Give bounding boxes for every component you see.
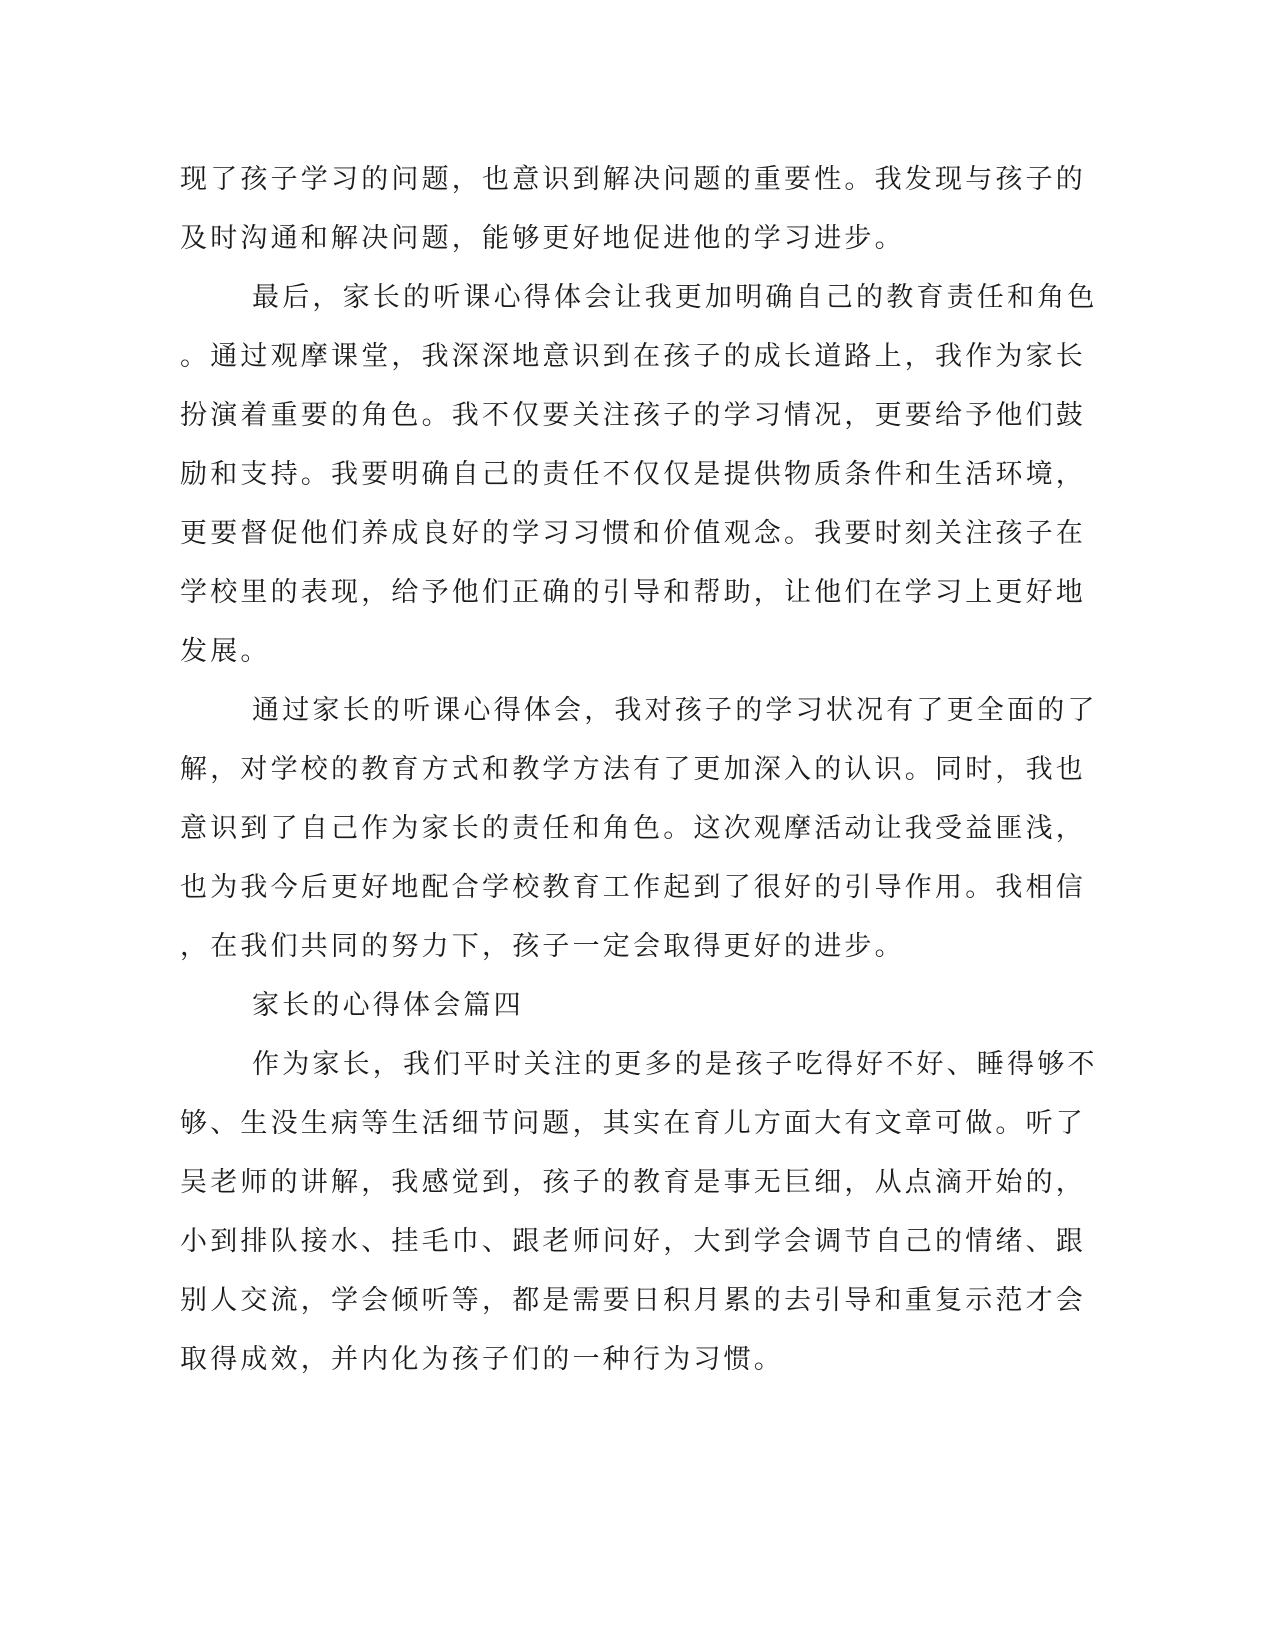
text-line: 别人交流，学会倾听等，都是需要日积月累的去引导和重复示范才会 [180, 1285, 1086, 1316]
text-line: 发展。 [180, 636, 271, 667]
paragraph-start-line: 作为家长，我们平时关注的更多的是孩子吃得好不好、睡得够不 [252, 1049, 1098, 1080]
text-line: 吴老师的讲解，我感觉到，孩子的教育是事无巨细，从点滴开始的， [180, 1167, 1086, 1198]
text-line: 现了孩子学习的问题，也意识到解决问题的重要性。我发现与孩子的 [180, 164, 1086, 195]
text-line: 意识到了自己作为家长的责任和角色。这次观摩活动让我受益匪浅， [180, 813, 1086, 844]
paragraph-start-line: 最后，家长的听课心得体会让我更加明确自己的教育责任和角色 [252, 282, 1098, 313]
paragraph-start-line: 通过家长的听课心得体会，我对孩子的学习状况有了更全面的了 [252, 695, 1098, 726]
text-line: 取得成效，并内化为孩子们的一种行为习惯。 [180, 1344, 784, 1375]
text-line: 励和支持。我要明确自己的责任不仅仅是提供物质条件和生活环境， [180, 459, 1086, 490]
text-line: 。通过观摩课堂，我深深地意识到在孩子的成长道路上，我作为家长 [180, 341, 1086, 372]
section-heading: 家长的心得体会篇四 [252, 990, 524, 1021]
text-line: 扮演着重要的角色。我不仅要关注孩子的学习情况，更要给予他们鼓 [180, 400, 1086, 431]
text-line: 够、生没生病等生活细节问题，其实在育儿方面大有文章可做。听了 [180, 1108, 1086, 1139]
text-line: 也为我今后更好地配合学校教育工作起到了很好的引导作用。我相信 [180, 872, 1086, 903]
text-line: ，在我们共同的努力下，孩子一定会取得更好的进步。 [180, 931, 905, 962]
text-line: 学校里的表现，给予他们正确的引导和帮助，让他们在学习上更好地 [180, 577, 1086, 608]
text-line: 小到排队接水、挂毛巾、跟老师问好，大到学会调节自己的情绪、跟 [180, 1226, 1086, 1257]
text-line: 更要督促他们养成良好的学习习惯和价值观念。我要时刻关注孩子在 [180, 518, 1086, 549]
text-line: 及时沟通和解决问题，能够更好地促进他的学习进步。 [180, 223, 905, 254]
text-line: 解，对学校的教育方式和教学方法有了更加深入的认识。同时，我也 [180, 754, 1086, 785]
